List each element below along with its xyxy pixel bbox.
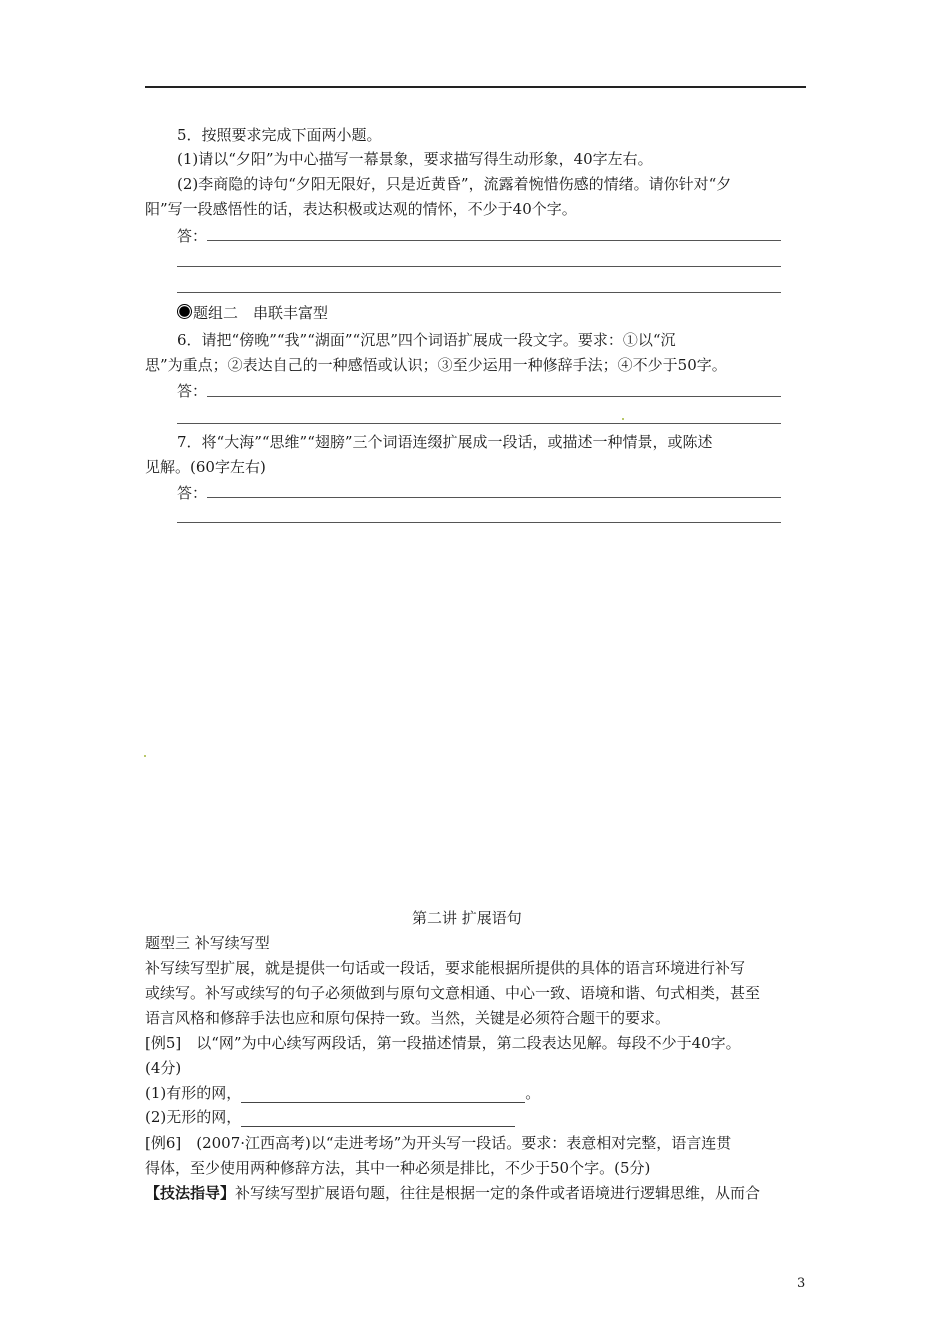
q6-answer-line-1[interactable] xyxy=(207,396,781,397)
q7-answer-line-1[interactable] xyxy=(207,497,781,498)
q5-title: 5．按照要求完成下面两小题。 xyxy=(177,126,382,144)
intro-line3: 语言风格和修辞手法也应和原句保持一致。当然，关键是必须符合题干的要求。 xyxy=(145,1009,671,1027)
example5-line1: [例5] 以“网”为中心续写两段话，第一段描述情景，第二段表达见解。每段不少于40字。 xyxy=(145,1034,741,1052)
scan-speck xyxy=(622,418,624,420)
intro-line1: 补写续写型扩展，就是提供一句话或一段话，要求能根据所提供的具体的语言环境进行补写 xyxy=(145,959,746,977)
q6-answer-label: 答： xyxy=(177,382,208,400)
q7-line1: 7．将“大海”“思维”“翅膀”三个词语连缀扩展成一段话，或描述一种情景，或陈述 xyxy=(177,433,713,451)
example5-item1-blank[interactable] xyxy=(241,1087,525,1103)
example5-item2-label: (2)无形的网， xyxy=(145,1108,242,1126)
technique-guide xyxy=(145,1183,760,1203)
q6-line2: 思”为重点；②表达自己的一种感悟或认识；③至少运用一种修辞手法；④不少于50字。 xyxy=(145,356,727,374)
example6-line1: [例6] (2007·江西高考)以“走进考场”为开头写一段话。要求：表意相对完整，语言连贯 xyxy=(145,1134,732,1152)
example5-item1-end: 。 xyxy=(525,1084,541,1102)
example5-item2-blank[interactable] xyxy=(241,1111,515,1127)
type-title: 题型三 补写续写型 xyxy=(145,934,270,952)
example5-item1-label: (1)有形的网， xyxy=(145,1084,242,1102)
q5-answer-line-1[interactable] xyxy=(207,240,781,241)
example5-line2: (4分) xyxy=(145,1059,182,1077)
circle-bullet-icon xyxy=(177,304,192,319)
group2-title: 题组二 串联丰富型 xyxy=(193,304,329,322)
q5-part2-line1: (2)李商隐的诗句“夕阳无限好，只是近黄昏”，流露着惋惜伤感的情绪。请你针对“夕 xyxy=(177,175,732,193)
page-number: 3 xyxy=(797,1276,806,1291)
example6-line2: 得体，至少使用两种修辞方法，其中一种必须是排比，不少于50个字。(5分) xyxy=(145,1159,651,1177)
q7-answer-label: 答： xyxy=(177,484,208,502)
group2-heading xyxy=(177,303,328,323)
scan-speck xyxy=(144,755,146,757)
q5-answer-line-2[interactable] xyxy=(177,266,781,267)
q7-line2: 见解。(60字左右) xyxy=(145,458,266,476)
q5-part2-line2: 阳”写一段感悟性的话，表达积极或达观的情怀，不少于40个字。 xyxy=(145,200,577,218)
q5-part1: (1)请以“夕阳”为中心描写一幕景象，要求描写得生动形象，40字左右。 xyxy=(177,150,653,168)
intro-line2: 或续写。补写或续写的句子必须做到与原句文意相通、中心一致、语境和谐、句式相类，甚至 xyxy=(145,984,761,1002)
q5-answer-line-3[interactable] xyxy=(177,292,781,293)
example5-item1 xyxy=(145,1083,540,1103)
q6-line1: 6．请把“傍晚”“我”“湖面”“沉思”四个词语扩展成一段文字。要求：①以“沉 xyxy=(177,331,676,349)
header-rule xyxy=(145,86,806,88)
technique-guide-text: 补写续写型扩展语句题，往往是根据一定的条件或者语境进行逻辑思维，从而合 xyxy=(235,1184,761,1202)
q7-answer-line-2[interactable] xyxy=(177,522,781,523)
section-title: 第二讲 扩展语句 xyxy=(412,909,522,927)
q5-answer-label: 答： xyxy=(177,227,208,245)
q6-answer-line-2[interactable] xyxy=(177,423,781,424)
example5-item2 xyxy=(145,1107,515,1127)
technique-guide-label: 【技法指导】 xyxy=(145,1184,236,1202)
